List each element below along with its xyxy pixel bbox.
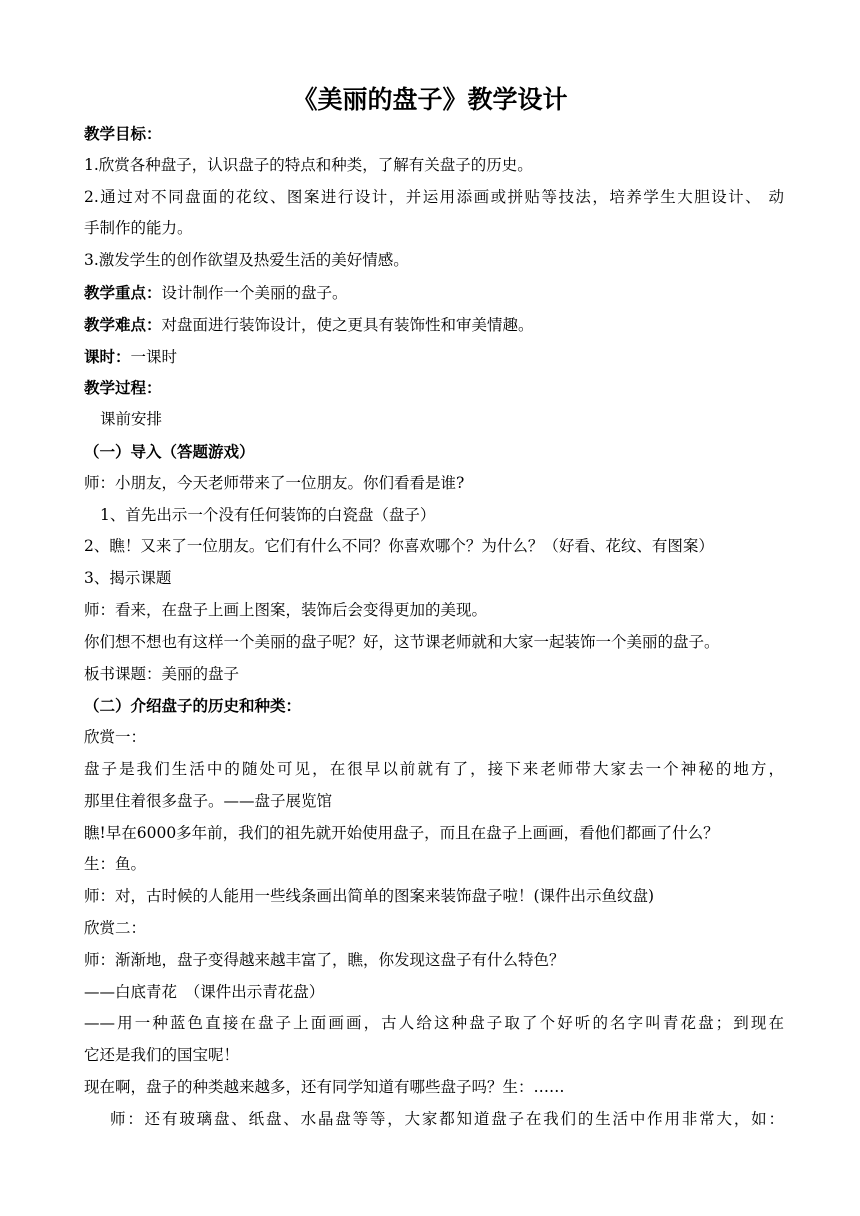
paragraph: 那里住着很多盘子。——盘子展览馆 bbox=[84, 791, 333, 810]
goal-2-line-2: 手制作的能力。 bbox=[84, 219, 193, 238]
step-3: 3、揭示课题 bbox=[84, 569, 172, 588]
paragraph: 师：看来，在盘子上画上图案，装饰后会变得更加的美现。 bbox=[84, 600, 488, 619]
class-hours bbox=[84, 341, 784, 373]
difficulty bbox=[84, 309, 784, 341]
paragraph: 现在啊，盘子的种类越来越多，还有同学知道有哪些盘子吗？生：…… bbox=[84, 1077, 565, 1096]
appreciation-1: 欣赏一： bbox=[84, 728, 147, 747]
goal-2-line-1: 2.通过对不同盘面的花纹、图案进行设计，并运用添画或拼贴等技法，培养学生大胆设计、 动 bbox=[84, 187, 784, 206]
paragraph: 师：还有玻璃盘、纸盘、水晶盘等等，大家都知道盘子在我们的生活中作用非常大，如： bbox=[110, 1109, 784, 1128]
class-hours-text: 一课时 bbox=[130, 347, 178, 366]
difficulty-text: 对盘面进行装饰设计，使之更具有装饰性和审美情趣。 bbox=[161, 315, 534, 334]
paragraph: ——白底青花 （课件出示青花盘） bbox=[84, 982, 325, 1001]
pre-class: 课前安排 bbox=[100, 410, 163, 429]
heading-teaching-goals: 教学目标： bbox=[84, 124, 162, 143]
section-2-heading: （二）介绍盘子的历史和种类： bbox=[84, 696, 302, 716]
key-point bbox=[84, 277, 784, 309]
step-2: 2、瞧！又来了一位朋友。它们有什么不同？你喜欢哪个？为什么？（好看、花纹、有图案） bbox=[84, 537, 714, 556]
appreciation-2: 欣赏二： bbox=[84, 918, 147, 937]
document-body bbox=[84, 118, 784, 1136]
paragraph: ——用一种蓝色直接在盘子上面画画，古人给这种盘子取了个好听的名字叫青花盘；到现在 bbox=[84, 1014, 784, 1033]
board-title: 板书课题：美丽的盘子 bbox=[84, 664, 240, 683]
key-point-label: 教学重点： bbox=[84, 282, 162, 302]
heading-teaching-process: 教学过程： bbox=[84, 378, 162, 398]
class-hours-label: 课时： bbox=[84, 346, 131, 366]
difficulty-label: 教学难点： bbox=[84, 314, 162, 334]
paragraph: 盘子是我们生活中的随处可见，在很早以前就有了，接下来老师带大家去一个神秘的地方， bbox=[84, 759, 784, 778]
section-1-heading: （一）导入（答题游戏） bbox=[84, 441, 255, 461]
document-title: 《美丽的盘子》教学设计 bbox=[292, 85, 568, 114]
paragraph: 它还是我们的国宝呢！ bbox=[84, 1046, 240, 1065]
goal-3: 3.激发学生的创作欲望及热爱生活的美好情感。 bbox=[84, 251, 409, 270]
key-point-text: 设计制作一个美丽的盘子。 bbox=[161, 283, 348, 302]
paragraph: 师：渐渐地，盘子变得越来越丰富了，瞧，你发现这盘子有什么特色？ bbox=[84, 950, 565, 969]
paragraph: 你们想不想也有这样一个美丽的盘子呢？好，这节课老师就和大家一起装饰一个美丽的盘子。 bbox=[84, 632, 720, 651]
paragraph: 师：对，古时候的人能用一些线条画出简单的图案来装饰盘子啦！(课件出示鱼纹盘) bbox=[84, 887, 655, 906]
paragraph: 师：小朋友，今天老师带来了一位朋友。你们看看是谁? bbox=[84, 473, 465, 492]
paragraph: 瞧!早在6000多年前，我们的祖先就开始使用盘子，而且在盘子上画画，看他们都画了什么？ bbox=[84, 823, 719, 842]
step-1: 1、首先出示一个没有任何装饰的白瓷盘（盘子） bbox=[100, 505, 436, 524]
paragraph: 生：鱼。 bbox=[84, 855, 147, 874]
goal-1: 1.欣赏各种盘子，认识盘子的特点和种类，了解有关盘子的历史。 bbox=[84, 155, 533, 174]
